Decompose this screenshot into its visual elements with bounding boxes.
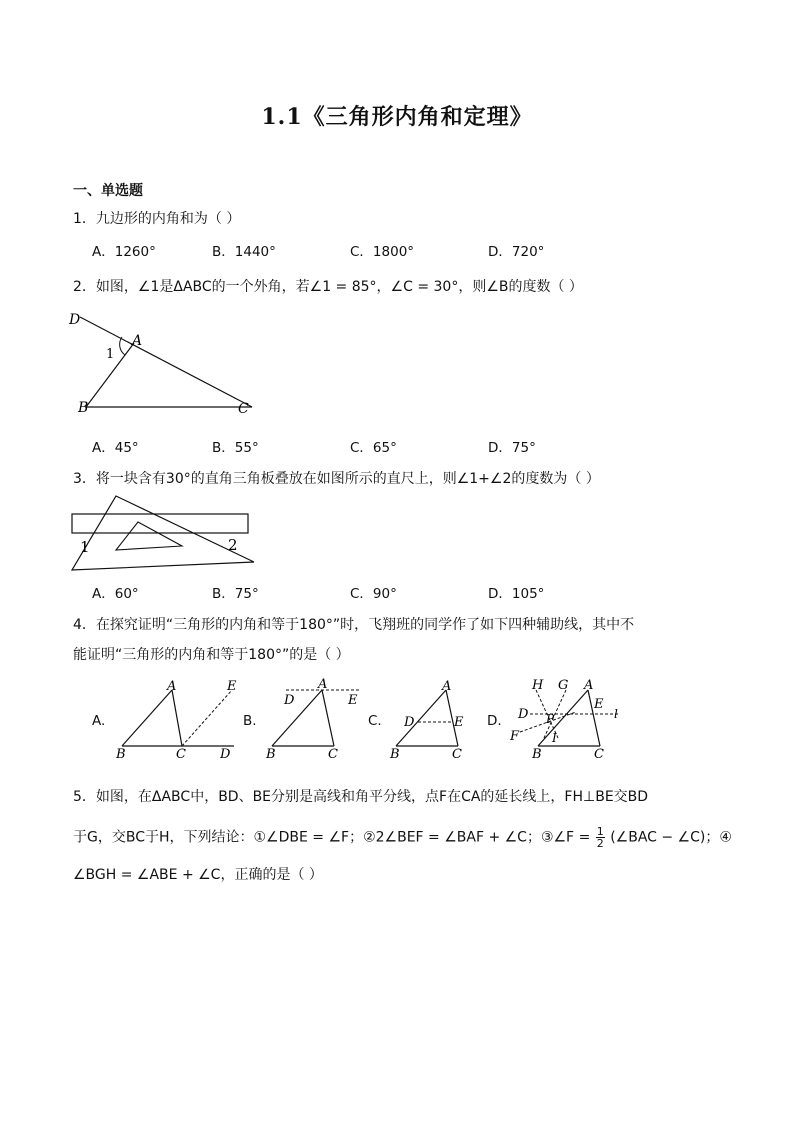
- q4a-label-c: C: [176, 747, 186, 762]
- q2-option-c[interactable]: C．65°: [350, 440, 397, 456]
- question-4-stem-line2: 能证明“三角形的内角和等于180°”的是（ ）: [73, 647, 350, 663]
- question-1-stem: 1．九边形的内角和为（ ）: [73, 211, 241, 227]
- q1-option-d[interactable]: D．720°: [488, 244, 545, 260]
- q1-option-a[interactable]: A．1260°: [92, 244, 156, 260]
- q4a-label-d: D: [220, 747, 231, 762]
- q4-option-c[interactable]: C.: [368, 713, 382, 729]
- q2-option-b[interactable]: B．55°: [212, 440, 259, 456]
- q5-fraction: [596, 826, 605, 849]
- q5-line2-part-b: (∠BAC − ∠C)；④: [610, 829, 732, 846]
- question-3-stem: 3．将一块含有30°的直角三角板叠放在如图所示的直尺上，则∠1+∠2的度数为（ ）: [73, 471, 600, 487]
- q3-ruler-triangle-figure: [66, 492, 262, 574]
- q2-triangle-figure: [66, 308, 266, 420]
- q3-option-d[interactable]: D．105°: [488, 586, 545, 602]
- q4d-label-d: D: [518, 707, 529, 722]
- question-5-line1: 5．如图，在ΔABC中，BD、BE分别是高线和角平分线，点F在CA的延长线上，FH⊥BE交BD: [73, 789, 649, 805]
- q3-label-1: 1: [80, 538, 90, 556]
- question-4-stem-line1: 4．在探究证明“三角形的内角和等于180°”时，飞翔班的同学作了如下四种辅助线，其中不: [73, 617, 635, 633]
- q4c-label-e: E: [454, 715, 464, 730]
- q1-option-c[interactable]: C．1800°: [350, 244, 415, 260]
- q4c-label-a: A: [442, 679, 452, 694]
- q4-option-a[interactable]: A.: [92, 713, 106, 729]
- question-2-stem: 2．如图，∠1是ΔABC的一个外角，若∠1 = 85°，∠C = 30°，则∠B的度数（ ）: [73, 279, 583, 295]
- q3-label-2: 2: [228, 536, 238, 554]
- q2-label-a: A: [132, 333, 143, 349]
- q4d-label-e: E: [594, 697, 604, 712]
- q4d-label-a: A: [584, 678, 594, 693]
- q4b-label-c: C: [328, 747, 338, 762]
- q4b-label-b: B: [266, 747, 276, 762]
- q4c-label-b: B: [390, 747, 400, 762]
- q4-option-d[interactable]: D.: [487, 713, 502, 729]
- q2-label-b: B: [78, 400, 89, 416]
- q5-line2-part-a: 于G，交BC于H，下列结论：①∠DBE = ∠F；②2∠BEF = ∠BAF + ∠C；③∠F =: [73, 829, 591, 846]
- q4d-label-b: B: [532, 747, 542, 762]
- q3-option-c[interactable]: C．90°: [350, 586, 397, 602]
- q4d-label-l: l: [614, 707, 618, 721]
- q4-figure-c: [386, 676, 486, 762]
- q4d-label-p: P: [546, 712, 555, 726]
- q4a-label-e: E: [227, 679, 237, 694]
- q4d-label-c: C: [594, 747, 604, 762]
- q4c-label-d: D: [404, 715, 415, 730]
- q4d-label-g: G: [558, 678, 569, 693]
- question-5-line3: ∠BGH = ∠ABE + ∠C，正确的是（ ）: [73, 867, 323, 883]
- q4b-label-a: A: [318, 677, 328, 692]
- q3-option-a[interactable]: A．60°: [92, 586, 139, 602]
- q2-label-c: C: [238, 401, 249, 417]
- q4d-label-h: H: [532, 678, 544, 693]
- q2-option-a[interactable]: A．45°: [92, 440, 139, 456]
- q2-option-d[interactable]: D．75°: [488, 440, 536, 456]
- q3-option-b[interactable]: B．75°: [212, 586, 259, 602]
- q2-label-d: D: [69, 312, 81, 328]
- q4b-label-e: E: [348, 693, 358, 708]
- q4-figure-d: [506, 676, 636, 762]
- q2-label-1: 1: [106, 347, 115, 362]
- q4d-label-f: F: [510, 729, 520, 744]
- q1-option-b[interactable]: B．1440°: [212, 244, 276, 260]
- q4a-label-b: B: [116, 747, 126, 762]
- q4-figure-a: [112, 676, 242, 762]
- question-5-line2: [73, 826, 732, 849]
- section-heading: 一、单选题: [73, 183, 143, 199]
- q4a-label-a: A: [167, 679, 177, 694]
- q4-figure-b: [262, 676, 372, 762]
- q4c-label-c: C: [452, 747, 462, 762]
- q4b-label-d: D: [284, 693, 295, 708]
- q5-fraction-numerator: 1: [596, 825, 604, 838]
- q4-option-b[interactable]: B.: [243, 713, 257, 729]
- page-title: 1.1《三角形内角和定理》: [261, 104, 533, 130]
- q4d-label-i: I: [552, 731, 557, 745]
- q5-fraction-denominator: 2: [596, 837, 604, 850]
